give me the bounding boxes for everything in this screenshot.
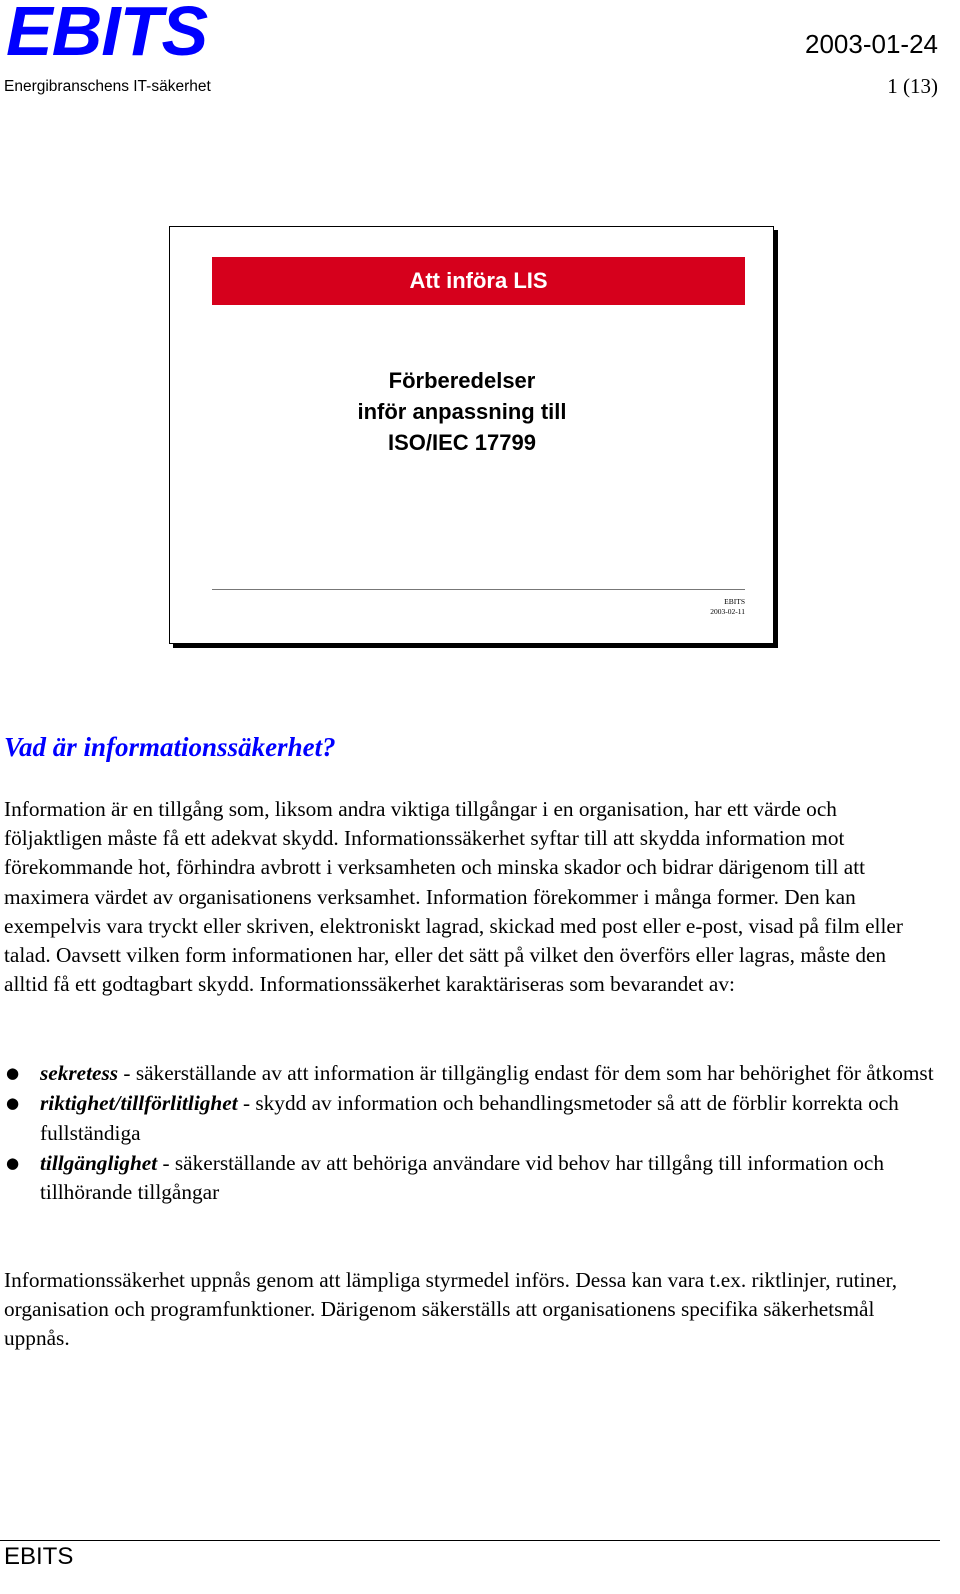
intro-paragraph: Information är en tillgång som, liksom andra viktiga tillgångar i en organisation, har ett värde och följaktligen måste få ett adekvat skydd. Informationssäkerhet syftar till att skydda information mot förekommande hot, förhindra avbrott i verksamheten och minska skador och bidrar därigenom till att maximera värdet av organisationens verksamhet. Information förekommer i många former. Den kan exempelvis vara tryckt eller skriven, elektroniskt lagrad, skickad med post eller e-post, visad på film eller talad. Oavsett vilken form informationen har, eller det sätt på vilket den överförs eller lagras, måste den alltid få ett godtagbart skydd. Informationssäkerhet karaktäriseras som bevarandet av: [4,797,903,997]
bullet-term: tillgänglighet [40,1150,158,1175]
slide-title-banner [212,257,745,305]
slide-footer-org: EBITS [724,597,745,606]
bullet-text: - säkerställande av att behöriga användare vid behov har tillgång till information och tillhörande tillgångar [40,1150,884,1204]
bullet-icon: ● [6,1153,20,1172]
bullet-text: - säkerställande av att information är tillgänglig endast för dem som har behörighet för åtkomst [118,1061,934,1085]
section-heading: Vad är informationssäkerhet? [4,732,336,762]
slide-footer [670,597,745,617]
footer-divider [0,1540,940,1541]
bullet-icon: ● [6,1064,20,1082]
list-item [4,1149,934,1208]
slide-subtitle-line: inför anpassning till [357,399,567,424]
bullet-term: sekretess [40,1061,119,1085]
ebits-logo: EBITS [6,0,208,70]
bullet-text: - skydd av information och behandlingsmetoder så att de förblir korrekta och fullständiga [40,1091,899,1145]
document-date: 2003-01-24 [805,29,938,59]
slide-subtitle [170,365,754,458]
slide-subtitle-line: ISO/IEC 17799 [388,430,536,455]
slide-title: Att införa LIS [409,268,548,293]
slide-divider [212,589,745,590]
footer-org: EBITS [4,1543,74,1570]
slide-subtitle-line: Förberedelser [388,368,536,393]
slide-thumbnail [169,226,774,644]
closing-paragraph: Informationssäkerhet uppnås genom att lämpliga styrmedel införs. Dessa kan vara t.ex. riktlinjer, rutiner, organisation och programfunktioner. Därigenom säkerställs att organisationens specifika säkerhetsmål uppnås. [4,1268,898,1351]
organization-subtitle: Energibranschens IT-säkerhet [4,78,211,95]
list-item [4,1089,934,1148]
list-item [4,1059,934,1089]
bullet-icon: ● [6,1094,20,1112]
bullet-term: riktighet/tillförlitlighet [40,1091,238,1115]
slide-footer-date: 2003-02-11 [710,607,745,616]
page-number: 1 (13) [887,74,938,98]
bullet-list [4,1059,934,1208]
